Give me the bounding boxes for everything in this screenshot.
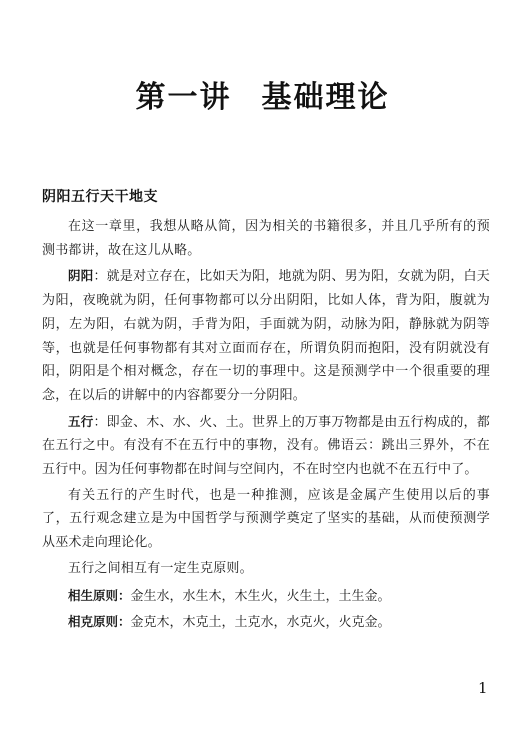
body-text <box>42 215 490 635</box>
page-number: 1 <box>478 679 488 697</box>
chapter-title <box>0 72 525 116</box>
paragraph-wuxing-text: ：即金、木、水、火、土。世界上的万事万物都是由五行构成的，都在五行之中。有没有不在五行中的事物，没有。佛语云：跳出三界外，不在五行中。因为任何事物都在时间与空间内，不在时空内也就不在五行中了。 <box>42 414 490 478</box>
chapter-title-text: 基础理论 <box>261 80 390 115</box>
rule-sheng-text: 金生水，水生木，木生火，火生土，土生金。 <box>130 588 391 604</box>
section-heading: 阴阳五行天干地支 <box>42 189 158 205</box>
paragraph-intro: 在这一章里，我想从略从简，因为相关的书籍很多，并且几乎所有的预测书都讲，故在这儿从略。 <box>42 219 490 258</box>
term-wuxing: 五行 <box>68 413 94 429</box>
term-yinyang: 阴阳 <box>68 268 94 284</box>
paragraph-yinyang <box>42 264 490 407</box>
rule-ke-text: 金克木，木克土，土克水，水克火，火克金。 <box>130 614 391 630</box>
paragraph-principle: 五行之间相互有一定生克原则。 <box>68 560 253 576</box>
paragraph-yinyang-text: ：就是对立存在，比如天为阳，地就为阴、男为阳，女就为阴，白天为阳，夜晚就为阴，任何事物都可以分出阴阳，比如人体，背为阳，腹就为阴，左为阳，右就为阴，手背为阳，手面就为阴，动脉为阳，静脉就为阴等等，也就是任何事物都有其对立面而存在，所谓负阴而抱阳，没有阴就没有阳，阴阳是个相对概念，存在一切的事理中。这是预测学中一个很重要的理念，在以后的讲解中的内容都要分一分阴阳。 <box>42 269 490 403</box>
chapter-number-label: 第一讲 <box>135 80 232 115</box>
paragraph-origin: 有关五行的产生时代，也是一种推测，应该是金属产生使用以后的事了，五行观念建立是为中国哲学与预测学奠定了坚实的基础，从而使预测学从巫术走向理论化。 <box>42 487 490 551</box>
rule-ke <box>42 609 490 635</box>
rule-sheng <box>42 583 490 609</box>
rule-ke-label: 相克原则： <box>68 613 131 629</box>
rule-sheng-label: 相生原则： <box>68 587 131 603</box>
paragraph-wuxing <box>42 410 490 482</box>
